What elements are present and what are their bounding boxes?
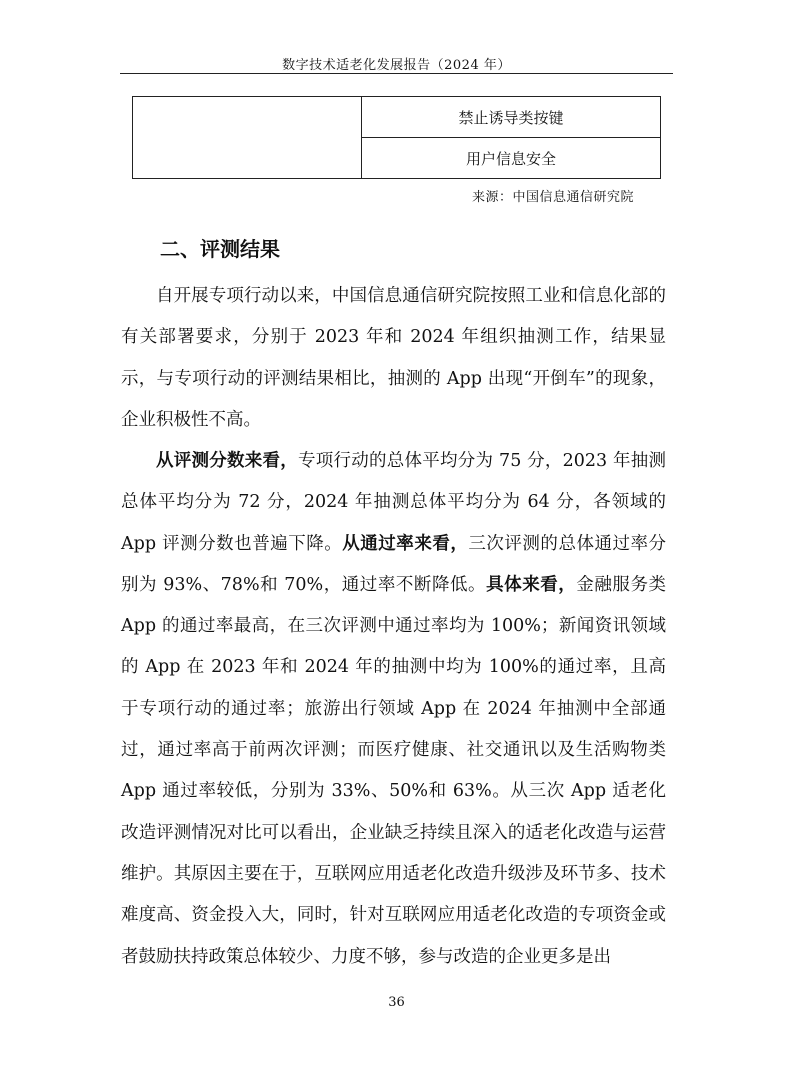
page-number: 36 bbox=[388, 995, 405, 1010]
requirements-table bbox=[132, 96, 661, 179]
text-pass-rate: 三次评测的总体通过率分别为 93%、78%和 70%，通过率不断降低。 bbox=[121, 533, 667, 595]
lead-pass-rate: 从通过率来看， bbox=[342, 533, 469, 554]
table-row bbox=[133, 97, 661, 138]
table-source: 来源：中国信息通信研究院 bbox=[472, 190, 635, 205]
lead-details: 具体来看， bbox=[486, 574, 577, 595]
paragraph-intro: 自开展专项行动以来，中国信息通信研究院按照工业和信息化部的有关部署要求，分别于 2023 年和 2024 年组织抽测工作，结果显示，与专项行动的评测结果相比，抽测的 App 出现“开倒车”的现象，企业积极性不高。 bbox=[121, 286, 666, 430]
header-rule bbox=[120, 73, 673, 74]
paragraph-results bbox=[121, 441, 666, 978]
lead-score: 从评测分数来看， bbox=[156, 451, 298, 471]
text-details: 金融服务类 App 的通过率最高，在三次评测中通过率均为 100%；新闻资讯领域的 App 在 2023 年和 2024 年的抽测中均为 100%的通过率，且高于专项行动的通过率；旅游出行领域 App 在 2024 年抽测中全部通过，通过率高于前两次评测；而医疗健康、社交通讯以及生活购物类 App 通过率较低，分别为 33%、50%和 63%。从三次 App 适老化改造评测情况对比可以看出，企业缺乏持续且深入的适老化改造与运营维护。其原因主要在于，互联网应用适老化改造升级涉及环节多、技术难度高、资金投入大，同时，针对互联网应用适老化改造的专项资金或者鼓励扶持政策总体较少、力度不够，参与改造的企业更多是出 bbox=[121, 574, 667, 967]
text-score: 专项行动的总体平均分为 75 分，2023 年抽测总体平均分为 72 分，2024 年抽测总体平均分为 64 分，各领域的 App 评测分数也普遍下降。 bbox=[121, 451, 666, 554]
table-cell-prohibit-inducing-buttons: 禁止诱导类按键 bbox=[362, 97, 661, 138]
section-title: 二、评测结果 bbox=[160, 237, 280, 261]
table-merged-cell bbox=[133, 97, 362, 179]
table-cell-user-info-security: 用户信息安全 bbox=[362, 138, 661, 179]
running-header: 数字技术适老化发展报告（2024 年） bbox=[282, 58, 511, 73]
